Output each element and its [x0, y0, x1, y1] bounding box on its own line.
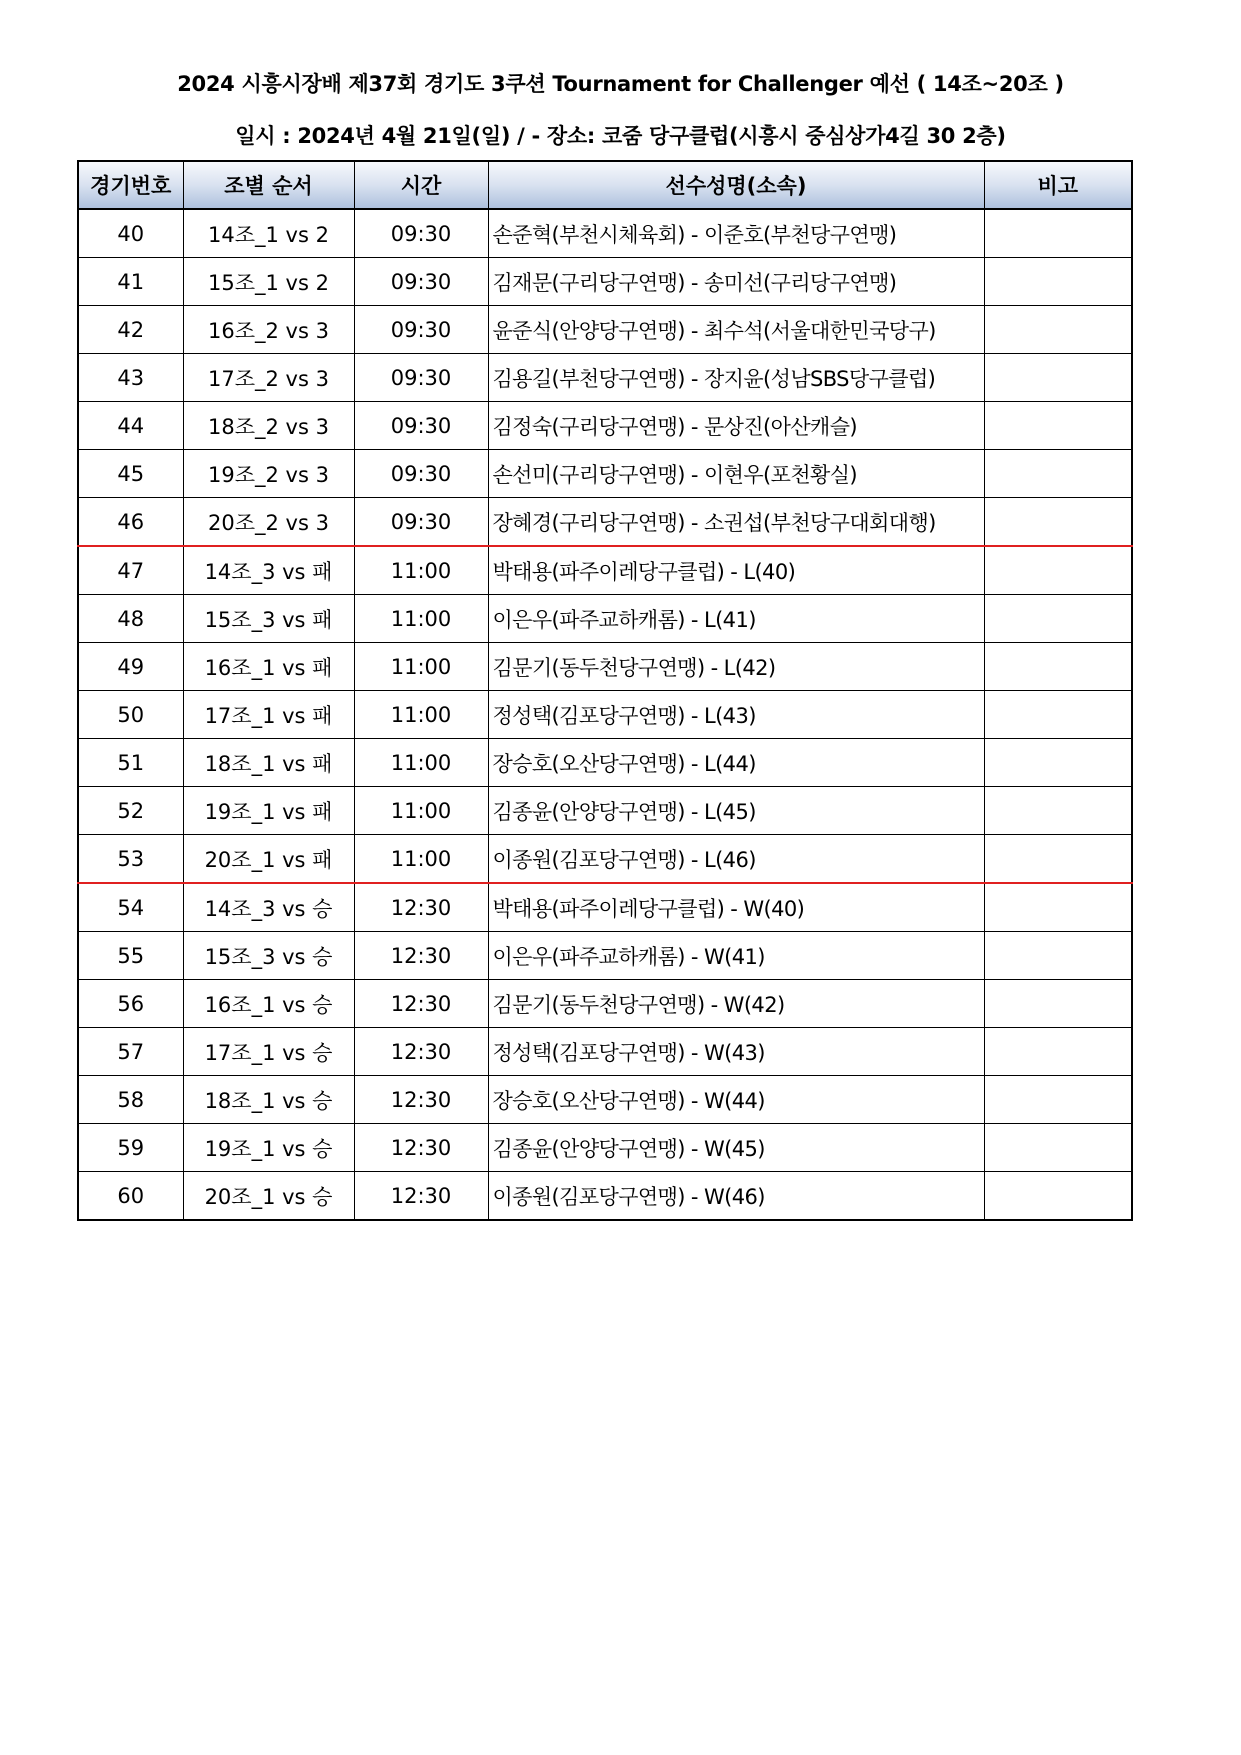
note-cell	[984, 498, 1132, 547]
players-cell: 장승호(오산당구연맹) - L(44)	[488, 739, 984, 787]
time-cell: 11:00	[354, 643, 488, 691]
time-cell: 09:30	[354, 498, 488, 547]
note-cell	[984, 450, 1132, 498]
time-cell: 11:00	[354, 595, 488, 643]
match-number-cell: 57	[78, 1028, 183, 1076]
time-cell: 12:30	[354, 1076, 488, 1124]
players-cell: 이종원(김포당구연맹) - W(46)	[488, 1172, 984, 1221]
players-cell: 손선미(구리당구연맹) - 이현우(포천황실)	[488, 450, 984, 498]
note-cell	[984, 932, 1132, 980]
match-number-cell: 52	[78, 787, 183, 835]
group-order-cell: 19조_2 vs 3	[183, 450, 354, 498]
players-cell: 정성택(김포당구연맹) - W(43)	[488, 1028, 984, 1076]
note-cell	[984, 787, 1132, 835]
header-time: 시간	[354, 161, 488, 209]
time-cell: 11:00	[354, 787, 488, 835]
table-row	[78, 932, 1132, 980]
players-cell: 장혜경(구리당구연맹) - 소권섭(부천당구대회대행)	[488, 498, 984, 547]
match-number-cell: 55	[78, 932, 183, 980]
table-row	[78, 402, 1132, 450]
time-cell: 11:00	[354, 691, 488, 739]
group-order-cell: 20조_1 vs 승	[183, 1172, 354, 1221]
group-order-cell: 19조_1 vs 승	[183, 1124, 354, 1172]
schedule-body	[78, 209, 1132, 1220]
match-number-cell: 40	[78, 209, 183, 258]
time-cell: 09:30	[354, 258, 488, 306]
note-cell	[984, 691, 1132, 739]
table-row	[78, 739, 1132, 787]
table-header-row	[78, 161, 1132, 209]
match-number-cell: 41	[78, 258, 183, 306]
match-number-cell: 45	[78, 450, 183, 498]
match-number-cell: 51	[78, 739, 183, 787]
match-number-cell: 50	[78, 691, 183, 739]
note-cell	[984, 595, 1132, 643]
group-order-cell: 20조_1 vs 패	[183, 835, 354, 884]
note-cell	[984, 1124, 1132, 1172]
note-cell	[984, 980, 1132, 1028]
note-cell	[984, 258, 1132, 306]
time-cell: 09:30	[354, 402, 488, 450]
time-cell: 12:30	[354, 1028, 488, 1076]
document-subtitle: 일시 : 2024년 4월 21일(일) / - 장소: 코줌 당구클럽(시흥시 중심상가4길 30 2층)	[235, 124, 1006, 148]
group-order-cell: 16조_1 vs 패	[183, 643, 354, 691]
group-order-cell: 18조_1 vs 승	[183, 1076, 354, 1124]
group-order-cell: 16조_2 vs 3	[183, 306, 354, 354]
group-order-cell: 17조_1 vs 승	[183, 1028, 354, 1076]
table-row	[78, 643, 1132, 691]
players-cell: 김재문(구리당구연맹) - 송미선(구리당구연맹)	[488, 258, 984, 306]
table-row	[78, 1124, 1132, 1172]
match-number-cell: 60	[78, 1172, 183, 1221]
players-cell: 손준혁(부천시체육회) - 이준호(부천당구연맹)	[488, 209, 984, 258]
note-cell	[984, 1172, 1132, 1221]
table-row	[78, 354, 1132, 402]
time-cell: 09:30	[354, 450, 488, 498]
note-cell	[984, 209, 1132, 258]
table-row	[78, 209, 1132, 258]
group-order-cell: 17조_1 vs 패	[183, 691, 354, 739]
header-match-number: 경기번호	[78, 161, 183, 209]
note-cell	[984, 402, 1132, 450]
time-cell: 11:00	[354, 835, 488, 884]
group-order-cell: 15조_3 vs 승	[183, 932, 354, 980]
table-row	[78, 980, 1132, 1028]
group-order-cell: 18조_1 vs 패	[183, 739, 354, 787]
match-number-cell: 47	[78, 546, 183, 595]
note-cell	[984, 354, 1132, 402]
table-row	[78, 450, 1132, 498]
table-row	[78, 883, 1132, 932]
note-cell	[984, 1076, 1132, 1124]
group-order-cell: 16조_1 vs 승	[183, 980, 354, 1028]
note-cell	[984, 546, 1132, 595]
group-order-cell: 15조_1 vs 2	[183, 258, 354, 306]
match-number-cell: 53	[78, 835, 183, 884]
table-row	[78, 835, 1132, 884]
time-cell: 12:30	[354, 932, 488, 980]
time-cell: 12:30	[354, 883, 488, 932]
players-cell: 박태용(파주이레당구클럽) - W(40)	[488, 883, 984, 932]
match-number-cell: 58	[78, 1076, 183, 1124]
players-cell: 이종원(김포당구연맹) - L(46)	[488, 835, 984, 884]
players-cell: 김문기(동두천당구연맹) - W(42)	[488, 980, 984, 1028]
table-row	[78, 1076, 1132, 1124]
table-row	[78, 691, 1132, 739]
table-row	[78, 546, 1132, 595]
match-number-cell: 44	[78, 402, 183, 450]
group-order-cell: 17조_2 vs 3	[183, 354, 354, 402]
table-row	[78, 1028, 1132, 1076]
note-cell	[984, 835, 1132, 884]
match-number-cell: 42	[78, 306, 183, 354]
match-number-cell: 59	[78, 1124, 183, 1172]
header-group-order: 조별 순서	[183, 161, 354, 209]
note-cell	[984, 306, 1132, 354]
players-cell: 박태용(파주이레당구클럽) - L(40)	[488, 546, 984, 595]
players-cell: 윤준식(안양당구연맹) - 최수석(서울대한민국당구)	[488, 306, 984, 354]
players-cell: 김용길(부천당구연맹) - 장지윤(성남SBS당구클럽)	[488, 354, 984, 402]
table-row	[78, 1172, 1132, 1221]
note-cell	[984, 883, 1132, 932]
players-cell: 이은우(파주교하캐롬) - W(41)	[488, 932, 984, 980]
players-cell: 김종윤(안양당구연맹) - L(45)	[488, 787, 984, 835]
note-cell	[984, 739, 1132, 787]
players-cell: 김문기(동두천당구연맹) - L(42)	[488, 643, 984, 691]
group-order-cell: 20조_2 vs 3	[183, 498, 354, 547]
time-cell: 09:30	[354, 354, 488, 402]
header-players: 선수성명(소속)	[488, 161, 984, 209]
players-cell: 김정숙(구리당구연맹) - 문상진(아산캐슬)	[488, 402, 984, 450]
group-order-cell: 19조_1 vs 패	[183, 787, 354, 835]
group-order-cell: 18조_2 vs 3	[183, 402, 354, 450]
match-number-cell: 43	[78, 354, 183, 402]
match-number-cell: 48	[78, 595, 183, 643]
time-cell: 12:30	[354, 980, 488, 1028]
group-order-cell: 14조_1 vs 2	[183, 209, 354, 258]
header-note: 비고	[984, 161, 1132, 209]
document-title: 2024 시흥시장배 제37회 경기도 3쿠션 Tournament for Challenger 예선 ( 14조~20조 )	[177, 72, 1064, 96]
group-order-cell: 14조_3 vs 패	[183, 546, 354, 595]
group-order-cell: 14조_3 vs 승	[183, 883, 354, 932]
players-cell: 정성택(김포당구연맹) - L(43)	[488, 691, 984, 739]
note-cell	[984, 643, 1132, 691]
table-row	[78, 306, 1132, 354]
table-row	[78, 787, 1132, 835]
match-number-cell: 54	[78, 883, 183, 932]
match-number-cell: 56	[78, 980, 183, 1028]
match-number-cell: 49	[78, 643, 183, 691]
time-cell: 12:30	[354, 1172, 488, 1221]
note-cell	[984, 1028, 1132, 1076]
table-row	[78, 498, 1132, 547]
time-cell: 11:00	[354, 546, 488, 595]
players-cell: 장승호(오산당구연맹) - W(44)	[488, 1076, 984, 1124]
players-cell: 이은우(파주교하캐롬) - L(41)	[488, 595, 984, 643]
players-cell: 김종윤(안양당구연맹) - W(45)	[488, 1124, 984, 1172]
time-cell: 09:30	[354, 209, 488, 258]
table-row	[78, 258, 1132, 306]
schedule-table	[77, 160, 1133, 1221]
table-row	[78, 595, 1132, 643]
time-cell: 12:30	[354, 1124, 488, 1172]
group-order-cell: 15조_3 vs 패	[183, 595, 354, 643]
match-number-cell: 46	[78, 498, 183, 547]
time-cell: 09:30	[354, 306, 488, 354]
time-cell: 11:00	[354, 739, 488, 787]
